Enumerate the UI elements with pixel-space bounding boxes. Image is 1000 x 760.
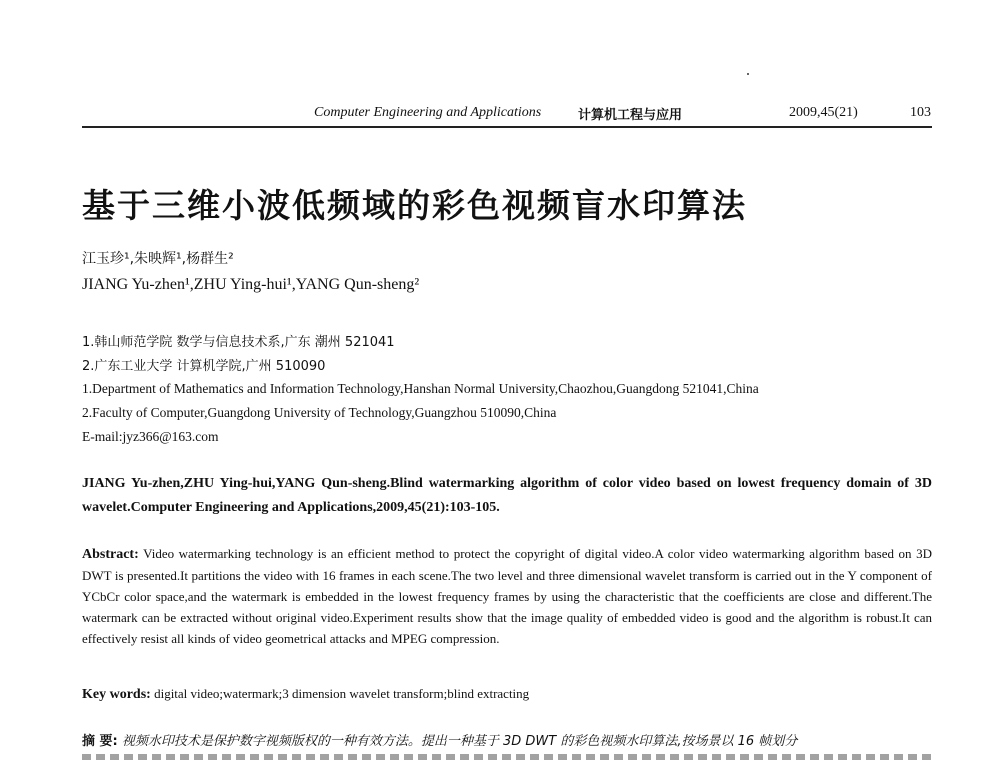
abstract-cn — [82, 731, 932, 753]
abstract-en — [82, 543, 932, 649]
affiliation-1-en: 1.Department of Mathematics and Information Technology,Hanshan Normal University,Chaozhou,Guangdong 521041,China — [82, 381, 759, 396]
header-rule — [82, 126, 932, 128]
abstract-label: Abstract: — [82, 547, 139, 562]
keywords-text: digital video;watermark;3 dimension wavelet transform;blind extracting — [154, 686, 530, 701]
running-header — [82, 103, 931, 125]
citation: JIANG Yu-zhen,ZHU Ying-hui,YANG Qun-sheng.Blind watermarking algorithm of color video based on lowest frequency domain of 3D wavelet.Computer Engineering and Applications,2009,45(21):103-105. — [82, 476, 932, 515]
journal-name-cn: 计算机工程与应用 — [578, 108, 683, 123]
affiliation-1-cn: 1.韩山师范学院 数学与信息技术系,广东 潮州 521041 — [82, 335, 395, 350]
cropped-text-line — [82, 754, 932, 760]
affiliation-2-en: 2.Faculty of Computer,Guangdong University of Technology,Guangzhou 510090,China — [82, 405, 557, 420]
abstract-cn-text: 视频水印技术是保护数字视频版权的一种有效方法。提出一种基于 3D DWT 的彩色视频水印算法,按场景以 16 帧划分 — [121, 734, 798, 749]
abstract-cn-label: 摘 要: — [82, 734, 118, 749]
authors-en: JIANG Yu-zhen¹,ZHU Ying-hui¹,YANG Qun-sheng² — [82, 276, 420, 293]
affiliation-2-cn: 2.广东工业大学 计算机学院,广州 510090 — [82, 359, 326, 374]
journal-name-en: Computer Engineering and Applications — [314, 105, 542, 120]
abstract-text: Video watermarking technology is an efficient method to protect the copyright of digital video.A color video watermarking algorithm based on 3D DWT is presented.It partitions the video with 16 frames in each scene.The two level and three dimensional wavelet transform is carried out in the Y component of YCbCr color space,and the watermark is embedded in the lowest frequency frames by using the characteristic that the coefficients are close and different.The watermark can be extracted without original video.Experiment results show that the image quality of embedded video is good and the algorithm is robust.It can effectively resist all kinds of video geometrical attacks and MPEG compression. — [82, 546, 933, 646]
keywords — [82, 686, 932, 703]
author-email[interactable]: E-mail:jyz366@163.com — [82, 429, 219, 444]
volume-issue: 2009,45(21) — [789, 105, 858, 120]
page-number: 103 — [910, 105, 931, 120]
keywords-label: Key words: — [82, 687, 151, 702]
scan-speck — [747, 73, 749, 75]
paper-title: 基于三维小波低频域的彩色视频盲水印算法 — [82, 186, 747, 225]
authors-cn: 江玉珍¹,朱映辉¹,杨群生² — [82, 251, 234, 267]
